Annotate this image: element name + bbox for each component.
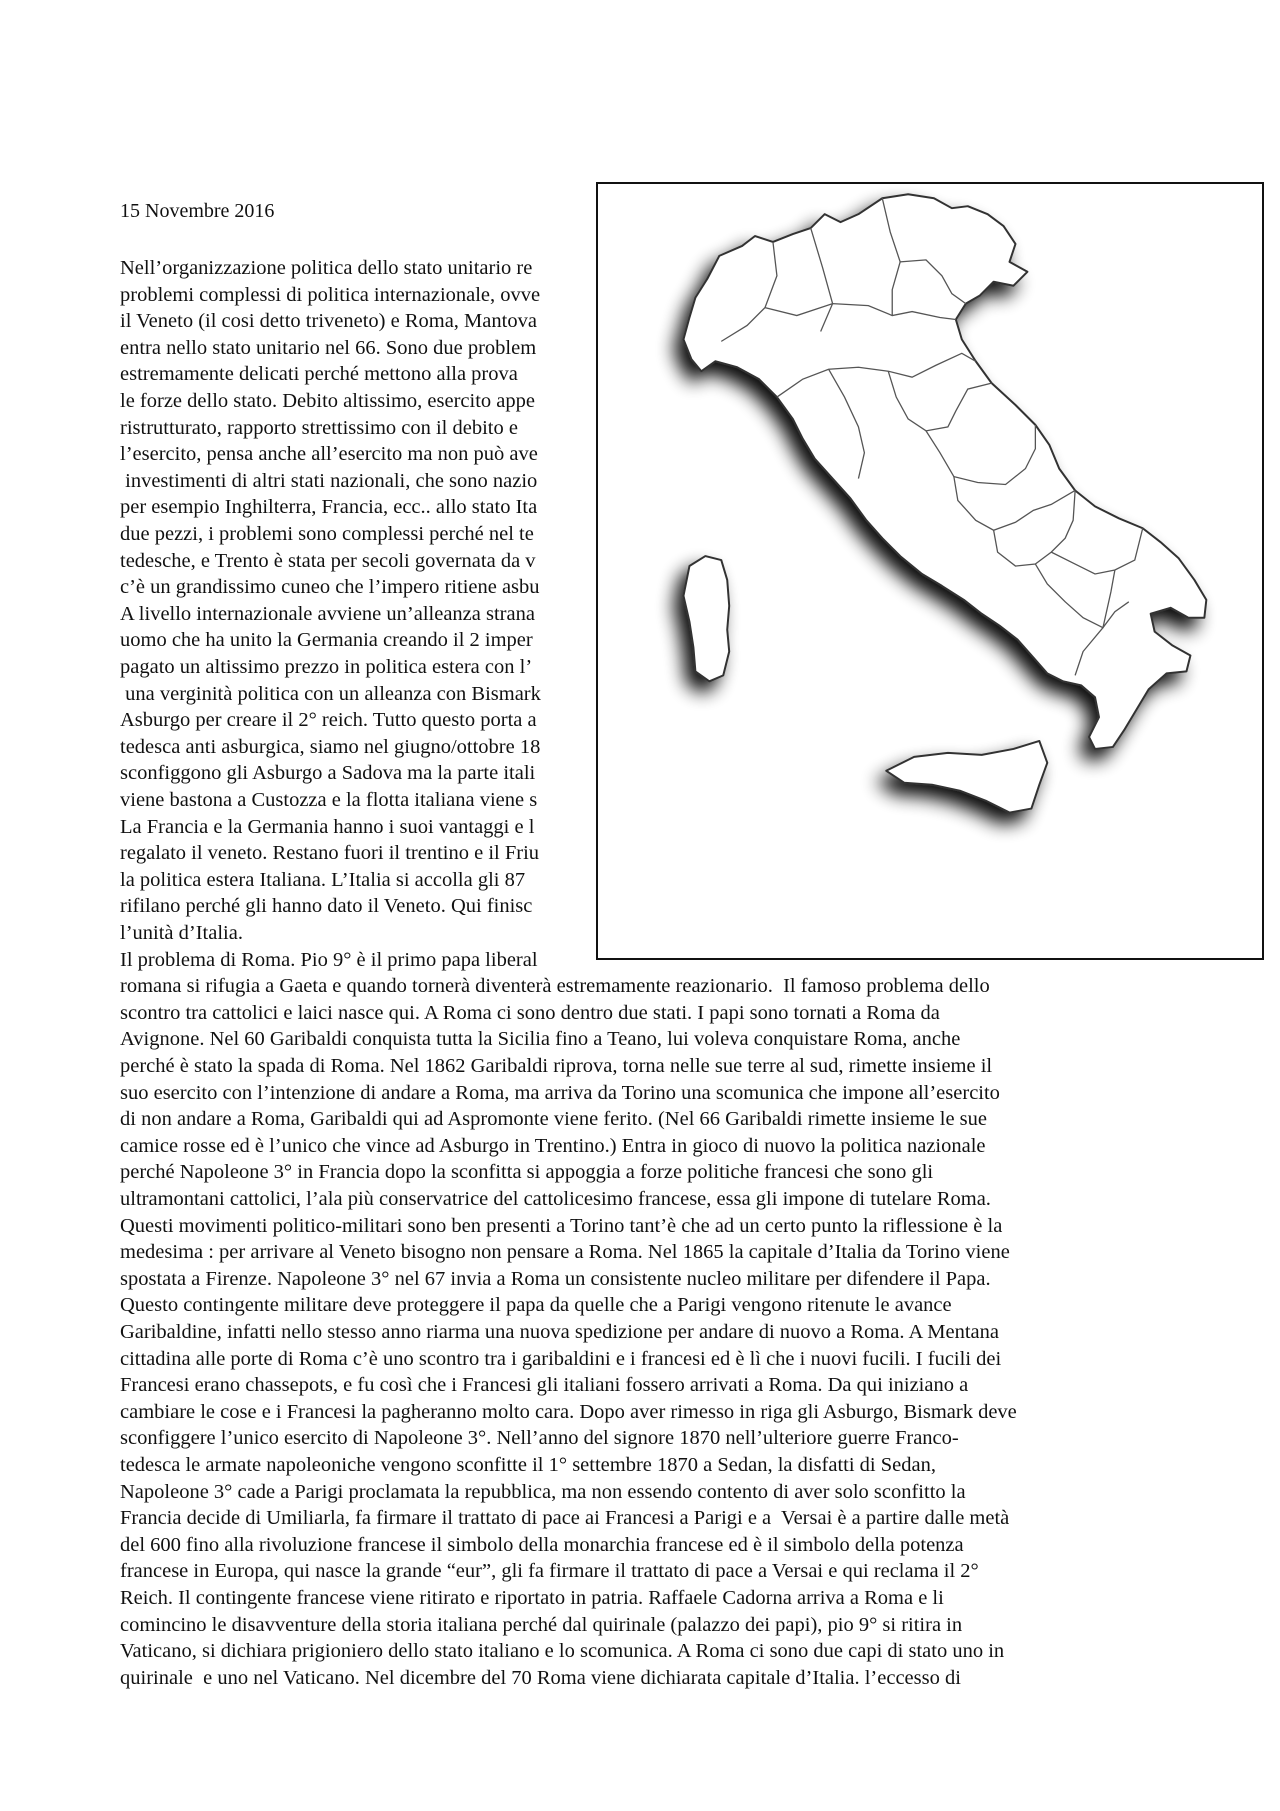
text-line: Il problema di Roma. Pio 9° è il primo papa liberal: [120, 948, 538, 971]
text-line: perché è stato la spada di Roma. Nel 1862 Garibaldi riprova, torna nelle sue terre al sud, rimette insieme il: [120, 1055, 993, 1077]
text-line: problemi complessi di politica internazionale, ovve: [120, 283, 541, 306]
text-line: suo esercito con l’intenzione di andare a Roma, ma arriva da Torino una scomunica che impone all’esercito: [120, 1081, 1000, 1104]
text-line: medesima : per arrivare al Veneto bisogno non pensare a Roma. Nel 1865 la capitale d’Italia da Torino viene: [120, 1241, 1010, 1264]
italy-mainland-shape: [683, 194, 1206, 749]
text-line: estremamente delicati perché mettono alla prova: [120, 363, 518, 386]
text-line: Francia decide di Umiliarla, fa firmare il trattato di pace ai Francesi a Parigi e a Versai è a partire dalle metà: [120, 1507, 1010, 1530]
text-line: l’esercito, pensa anche all’esercito ma non può ave: [120, 443, 538, 466]
text-line: cittadina alle porte di Roma c’è uno scontro tra i garibaldini e i francesi ed è lì che i nuovi fucili. I fucili dei: [120, 1347, 1002, 1370]
text-line: investimenti di altri stati nazionali, che sono nazio: [120, 469, 538, 492]
text-line: Reich. Il contingente francese viene ritirato e riportato in patria. Raffaele Cadorna arriva a Roma e li: [120, 1587, 944, 1609]
text-line: Avignone. Nel 60 Garibaldi conquista tutta la Sicilia fino a Teano, lui voleva conquistare Roma, anche: [120, 1028, 961, 1051]
text-line: comincino le disavventure della storia italiana perché dal quirinale (palazzo dei papi), pio 9° si ritira in: [120, 1613, 963, 1636]
text-line: Francesi erano chassepots, e fu così che i Francesi gli italiani fossero arrivati a Roma. Da qui iniziano a: [120, 1374, 969, 1397]
text-line: francese in Europa, qui nasce la grande “eur”, gli fa firmare il trattato di pace a Versai e qui reclama il 2°: [120, 1560, 979, 1583]
text-line: A livello internazionale avviene un’alleanza strana: [120, 602, 535, 625]
text-line: di non andare a Roma, Garibaldi qui ad Aspromonte viene ferito. (Nel 66 Garibaldi rimette insieme le sue: [120, 1108, 988, 1131]
italy-map-figure: [596, 182, 1264, 960]
text-line: per esempio Inghilterra, Francia, ecc.. allo stato Ita: [120, 496, 538, 519]
text-line: del 600 fino alla rivoluzione francese il simbolo della monarchia francese ed è il simbolo della potenza: [120, 1533, 964, 1556]
text-line: c’è un grandissimo cuneo che l’impero ritiene asbu: [120, 576, 540, 599]
text-line: le forze dello stato. Debito altissimo, esercito appe: [120, 390, 535, 412]
text-line: romana si rifugia a Gaeta e quando tornerà diventerà estremamente reazionario. Il famoso problema dello: [120, 975, 990, 998]
text-line: entra nello stato unitario nel 66. Sono due problem: [120, 336, 537, 359]
text-line: tedesca le armate napoleoniche vengono sconfitte il 1° settembre 1870 a Sedan, la disfatti di Sedan,: [120, 1454, 936, 1476]
text-line: Asburgo per creare il 2° reich. Tutto questo porta a: [120, 709, 537, 732]
text-line: una verginità politica con un alleanza con Bismark: [120, 682, 541, 705]
text-line: Napoleone 3° cade a Parigi proclamata la repubblica, ma non essendo contento di aver solo sconfitto la: [120, 1480, 966, 1503]
text-line: viene bastona a Custozza e la flotta italiana viene s: [120, 789, 538, 811]
sicily-shape: [886, 741, 1047, 813]
document-date: 15 Novembre 2016: [120, 200, 275, 222]
text-line: tedesca anti asburgica, siamo nel giugno/ottobre 18: [120, 735, 541, 758]
text-line: Garibaldine, infatti nello stesso anno riarma una nuova spedizione per andare di nuovo a Roma. A Mentana: [120, 1321, 999, 1343]
text-line: il Veneto (il cosi detto triveneto) e Roma, Mantova: [120, 310, 537, 333]
text-line: ristrutturato, rapporto strettissimo con il debito e: [120, 416, 518, 439]
text-line: sconfiggere l’unico esercito di Napoleone 3°. Nell’anno del signore 1870 nell’ulteriore guerre Franco-: [120, 1427, 959, 1450]
text-line: perché Napoleone 3° in Francia dopo la sconfitta si appoggia a forze politiche francesi che sono gli: [120, 1161, 934, 1184]
text-line: l’unità d’Italia.: [120, 922, 243, 944]
text-line: regalato il veneto. Restano fuori il trentino e il Friu: [120, 842, 540, 865]
text-line: scontro tra cattolici e laici nasce qui. A Roma ci sono dentro due stati. I papi sono tornati a Roma da: [120, 1001, 940, 1024]
text-line: camice rosse ed è l’unico che vince ad Asburgo in Trentino.) Entra in gioco di nuovo la politica nazionale: [120, 1134, 986, 1157]
text-line: Vaticano, si dichiara prigioniero dello stato italiano e lo scomunica. A Roma ci sono due capi di stato uno in: [120, 1640, 1005, 1663]
text-line: uomo che ha unito la Germania creando il 2 imper: [120, 629, 533, 652]
text-line: Nell’organizzazione politica dello stato unitario re: [120, 257, 533, 279]
text-line: ultramontani cattolici, l’ala più conservatrice del cattolicesimo francese, essa gli impone di tutelare Roma.: [120, 1188, 991, 1210]
text-line: sconfiggono gli Asburgo a Sadova ma la parte itali: [120, 762, 536, 785]
text-line: La Francia e la Germania hanno i suoi vantaggi e l: [120, 815, 535, 838]
text-line: rifilano perché gli hanno dato il Veneto. Qui finisc: [120, 895, 533, 918]
sardinia-shape: [683, 556, 729, 681]
text-line: Questo contingente militare deve proteggere il papa da quelle che a Parigi vengono ritenute le avance: [120, 1294, 952, 1317]
text-line: Questi movimenti politico-militari sono ben presenti a Torino tant’è che ad un certo punto la riflessione è la: [120, 1214, 1003, 1237]
text-line: la politica estera Italiana. L’Italia si accolla gli 87: [120, 868, 531, 891]
text-line: spostata a Firenze. Napoleone 3° nel 67 invia a Roma un consistente nucleo militare per difendere il Papa.: [120, 1267, 991, 1290]
italy-map-svg: [598, 184, 1262, 958]
text-line: tedesche, e Trento è stata per secoli governata da v: [120, 549, 536, 572]
text-line: due pezzi, i problemi sono complessi perché nel te: [120, 523, 534, 545]
text-line: pagato un altissimo prezzo in politica estera con l’: [120, 656, 533, 678]
text-line: quirinale e uno nel Vaticano. Nel dicembre del 70 Roma viene dichiarata capitale d’Italia. l’eccesso di: [120, 1666, 961, 1689]
text-line: cambiare le cose e i Francesi la pagheranno molto cara. Dopo aver rimesso in riga gli Asburgo, Bismark deve: [120, 1400, 1017, 1423]
